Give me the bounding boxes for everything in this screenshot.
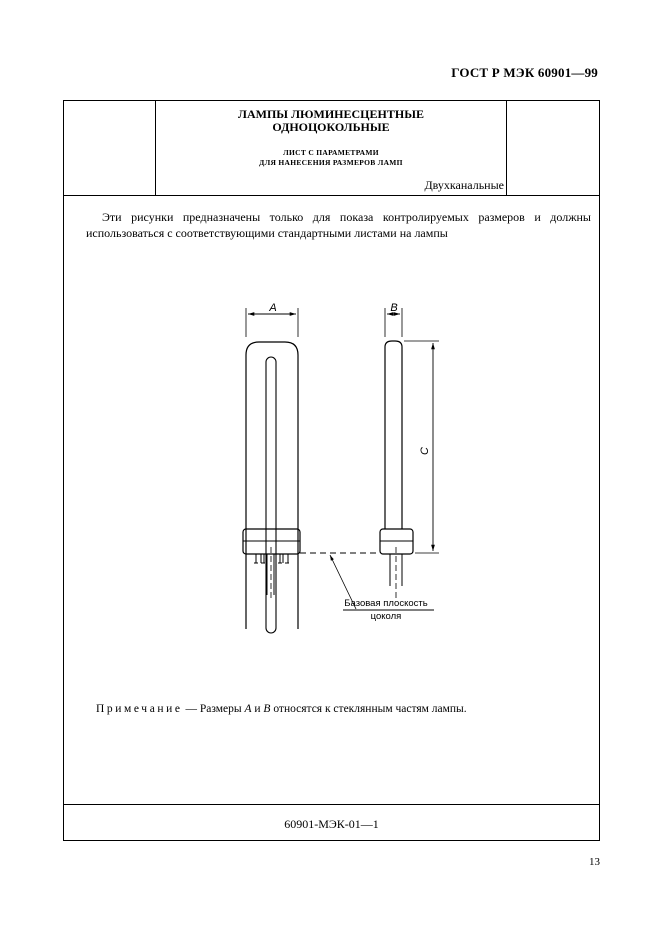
note-dash: — Размеры — [182, 703, 245, 715]
sheet-subtitle-line1: ЛИСТ С ПАРАМЕТРАМИ — [283, 148, 379, 157]
dim-b-label: B — [390, 302, 398, 314]
sheet-title-line1: ЛАМПЫ ЛЮМИНЕСЦЕНТНЫЕ — [238, 107, 424, 121]
base-plane-label-line2: цоколя — [370, 611, 402, 622]
lamp-dimension-drawing — [64, 101, 599, 701]
standard-number: ГОСТ Р МЭК 60901—99 — [451, 65, 598, 80]
note-and: и — [251, 703, 264, 715]
sheet-subtitle-line2: ДЛЯ НАНЕСЕНИЯ РАЗМЕРОВ ЛАМП — [259, 158, 403, 167]
sheet-code: 60901-МЭК-01—1 — [284, 817, 379, 831]
note-b: B — [263, 703, 271, 715]
sheet-title-line2: ОДНОЦОКОЛЬНЫЕ — [272, 120, 390, 134]
dim-c-label: C — [419, 447, 431, 455]
sheet-frame — [63, 100, 600, 841]
note-a: A — [244, 703, 252, 715]
footer-divider — [64, 804, 599, 805]
page-number: 13 — [589, 856, 600, 868]
lamp-front-view — [243, 308, 300, 633]
intro-paragraph: Эти рисунки предназначены только для показа контролируемых размеров и должны использоваться с соответствующими стандартными листами на лампы — [86, 210, 591, 240]
lamp-variant: Двухканальные — [424, 178, 504, 192]
dim-a-label: A — [269, 302, 277, 314]
base-plane-label-line1: Базовая плоскость — [344, 598, 428, 609]
note-label: Примечание — [96, 703, 183, 715]
note — [96, 703, 576, 715]
note-rest: относятся к стеклянным частям лампы. — [270, 703, 467, 715]
